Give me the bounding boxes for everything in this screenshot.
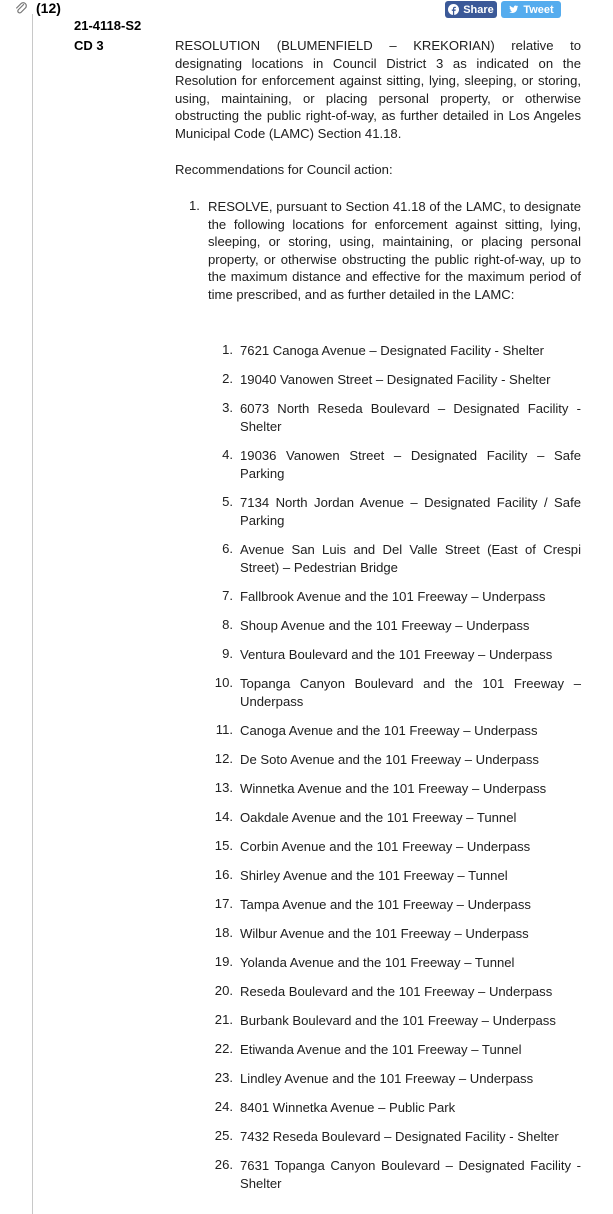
location-number: 26. xyxy=(214,1157,233,1172)
location-text: Etiwanda Avenue and the 101 Freeway – Tunnel xyxy=(240,1042,522,1057)
location-number: 15. xyxy=(214,838,233,853)
location-text: Burbank Boulevard and the 101 Freeway – Underpass xyxy=(240,1013,556,1028)
location-number: 4. xyxy=(222,447,233,462)
location-text: Reseda Boulevard and the 101 Freeway – Underpass xyxy=(240,984,553,999)
location-text: Shirley Avenue and the 101 Freeway – Tunnel xyxy=(240,868,508,883)
location-text: 6073 North Reseda Boulevard – Designated Facility - Shelter xyxy=(240,401,581,434)
location-number: 21. xyxy=(214,1012,233,1027)
location-text: Wilbur Avenue and the 101 Freeway – Underpass xyxy=(240,926,529,941)
agenda-item-number: (12) xyxy=(36,0,61,16)
location-number: 11. xyxy=(215,722,233,737)
recommendations-heading: Recommendations for Council action: xyxy=(175,162,393,177)
location-text: Avenue San Luis and Del Valle Street (East of Crespi Street) – Pedestrian Bridge xyxy=(240,542,581,575)
location-text: 7631 Topanga Canyon Boulevard – Designated Facility - Shelter xyxy=(240,1158,581,1191)
location-text: Shoup Avenue and the 101 Freeway – Underpass xyxy=(240,618,530,633)
resolution-description: RESOLUTION (BLUMENFIELD – KREKORIAN) relative to designating locations in Council District 3 as indicated on the Resolution for enforcement against sitting, lying, sleeping, or storing, using, maintaining, or placing personal property, or otherwise obstructing the public right-of-way, as further detailed in Los Angeles Municipal Code (LAMC) Section 41.18. xyxy=(175,38,581,141)
location-text: Lindley Avenue and the 101 Freeway – Underpass xyxy=(240,1071,534,1086)
location-number: 12. xyxy=(214,751,233,766)
left-divider-line xyxy=(32,14,33,1214)
council-district: CD 3 xyxy=(74,38,104,53)
location-text: 7621 Canoga Avenue – Designated Facility - Shelter xyxy=(240,343,545,358)
location-text: Yolanda Avenue and the 101 Freeway – Tunnel xyxy=(240,955,515,970)
location-text: 7134 North Jordan Avenue – Designated Facility / Safe Parking xyxy=(240,495,581,528)
location-number: 9. xyxy=(222,646,233,661)
location-text: 7432 Reseda Boulevard – Designated Facility - Shelter xyxy=(240,1129,559,1144)
location-number: 1. xyxy=(222,342,233,357)
resolve-number: 1. xyxy=(189,198,200,213)
location-number: 2. xyxy=(222,371,233,386)
share-label: Share xyxy=(463,3,494,16)
location-text: 19040 Vanowen Street – Designated Facility - Shelter xyxy=(240,372,551,387)
council-file-number[interactable]: 21-4118-S2 xyxy=(74,18,142,33)
tweet-label: Tweet xyxy=(523,3,554,16)
location-number: 23. xyxy=(214,1070,233,1085)
location-number: 19. xyxy=(214,954,233,969)
location-number: 7. xyxy=(222,588,233,603)
location-text: Fallbrook Avenue and the 101 Freeway – Underpass xyxy=(240,589,546,604)
location-number: 16. xyxy=(214,867,233,882)
location-number: 5. xyxy=(222,494,233,509)
location-text: Oakdale Avenue and the 101 Freeway – Tunnel xyxy=(240,810,517,825)
location-text: 8401 Winnetka Avenue – Public Park xyxy=(240,1100,456,1115)
location-text: Corbin Avenue and the 101 Freeway – Underpass xyxy=(240,839,531,854)
location-text: Ventura Boulevard and the 101 Freeway – Underpass xyxy=(240,647,553,662)
facebook-icon xyxy=(448,4,459,15)
location-number: 17. xyxy=(214,896,233,911)
location-number: 18. xyxy=(214,925,233,940)
location-number: 10. xyxy=(214,675,233,690)
location-number: 20. xyxy=(214,983,233,998)
resolve-text: RESOLVE, pursuant to Section 41.18 of the LAMC, to designate the following locations for enforcement against sitting, lying, sleeping, or storing, using, maintaining, or placing personal property, or otherwise obstructing the public right-of-way, up to the maximum distance and effective for the maximum period of time prescribed, and as further detailed in the LAMC: xyxy=(208,199,581,302)
location-number: 6. xyxy=(222,541,233,556)
location-text: Tampa Avenue and the 101 Freeway – Underpass xyxy=(240,897,531,912)
location-number: 8. xyxy=(222,617,233,632)
location-number: 3. xyxy=(222,400,233,415)
location-number: 13. xyxy=(214,780,233,795)
location-number: 24. xyxy=(214,1099,233,1114)
location-number: 14. xyxy=(214,809,233,824)
location-text: De Soto Avenue and the 101 Freeway – Underpass xyxy=(240,752,539,767)
paperclip-icon[interactable] xyxy=(14,1,28,15)
location-number: 22. xyxy=(214,1041,233,1056)
twitter-bird-icon xyxy=(508,4,519,15)
tweet-button[interactable] xyxy=(501,1,561,18)
location-text: Canoga Avenue and the 101 Freeway – Underpass xyxy=(240,723,538,738)
location-number: 25. xyxy=(214,1128,233,1143)
location-text: Topanga Canyon Boulevard and the 101 Freeway – Underpass xyxy=(240,676,581,709)
location-text: Winnetka Avenue and the 101 Freeway – Underpass xyxy=(240,781,547,796)
facebook-share-button[interactable] xyxy=(445,1,497,18)
location-text: 19036 Vanowen Street – Designated Facility – Safe Parking xyxy=(240,448,581,481)
